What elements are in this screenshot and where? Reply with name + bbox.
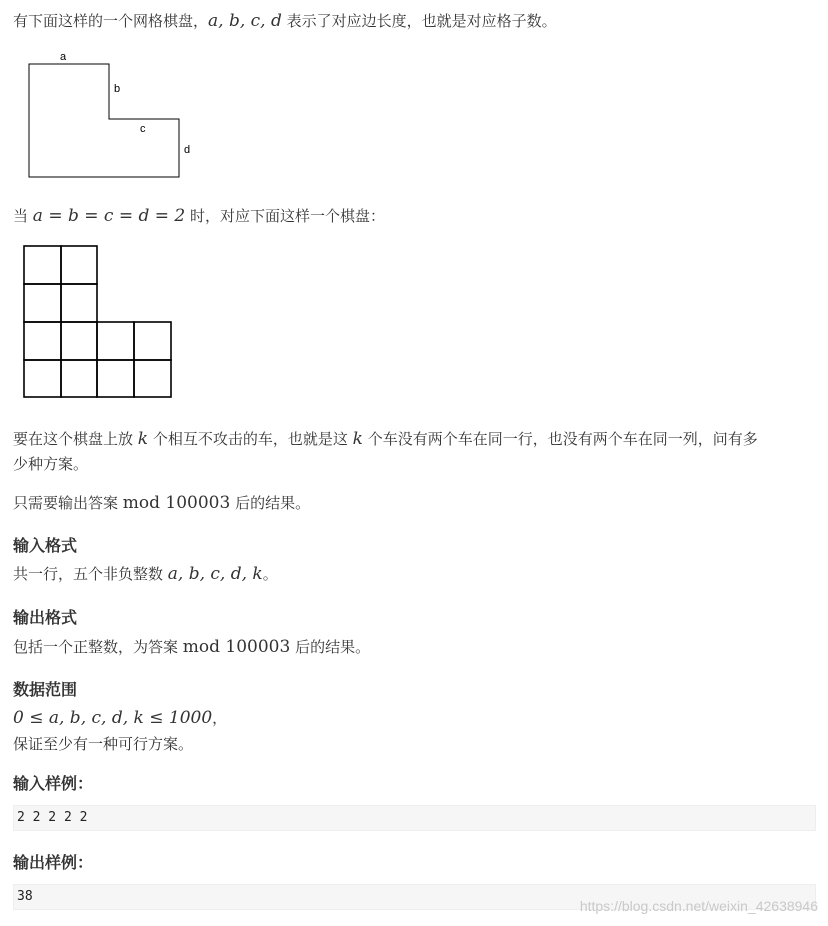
example-line	[13, 205, 385, 226]
output-note-mod: mod 100003	[122, 493, 231, 513]
data-range-formula-line	[13, 707, 227, 728]
output-note-prefix: 只需要输出答案	[13, 494, 123, 512]
label-b: b	[114, 83, 121, 95]
grid-cell	[97, 360, 134, 397]
board-outline	[29, 64, 179, 177]
problem-k: k	[352, 429, 363, 449]
output-format-suffix: 后的结果。	[290, 638, 371, 656]
grid-cell	[24, 284, 61, 322]
grid-cell	[134, 360, 171, 397]
grid-board-figure	[0, 230, 200, 410]
output-note-suffix: 后的结果。	[230, 494, 311, 512]
problem-line-1	[13, 428, 758, 449]
grid-cell	[24, 360, 61, 397]
input-format-suffix: 。	[262, 565, 278, 583]
example-suffix: 时，对应下面这样一个棋盘：	[185, 207, 386, 225]
output-format-prefix: 包括一个正整数，为答案	[13, 638, 183, 656]
grid-cell	[61, 246, 97, 284]
label-a: a	[60, 51, 67, 63]
problem-line-2: 少种方案。	[13, 455, 89, 473]
example-equation: a = b = c = d = 2	[32, 206, 186, 226]
input-format-text	[13, 563, 278, 584]
grid-cell	[61, 284, 97, 322]
problem-text: 要在这个棋盘上放	[13, 430, 138, 448]
input-format-heading: 输入格式	[13, 536, 78, 555]
intro-text-after: 表示了对应边长度，也就是对应格子数。	[281, 12, 557, 30]
label-c: c	[140, 123, 146, 135]
data-range-guarantee: 保证至少有一种可行方案。	[13, 735, 194, 753]
problem-k: k	[137, 429, 149, 449]
input-format-prefix: 共一行，五个非负整数	[13, 565, 168, 583]
problem-text: 个相互不攻击的车，也就是这	[148, 430, 353, 448]
intro-vars: a, b, c, d	[208, 11, 282, 31]
data-range-formula: 0 ≤ a, b, c, d, k ≤ 1000	[13, 708, 213, 728]
example-prefix: 当	[13, 207, 33, 225]
board-outline-figure	[0, 0, 220, 190]
grid-cell	[97, 322, 134, 360]
grid-cell	[24, 322, 61, 360]
data-range-comma: ，	[212, 709, 228, 727]
output-note	[13, 492, 310, 513]
sample-input-code: 2 2 2 2 2	[13, 805, 816, 831]
watermark: https://blog.csdn.net/weixin_42638946	[579, 898, 818, 914]
sample-output-code: 38	[13, 884, 816, 910]
grid-cell	[24, 246, 61, 284]
sample-input-heading: 输入样例：	[13, 774, 94, 793]
problem-text: 个车没有两个车在同一行，也没有两个车在同一列，问有多	[362, 430, 758, 448]
label-d: d	[184, 144, 191, 156]
data-range-heading: 数据范围	[13, 680, 78, 699]
grid-cell	[134, 322, 171, 360]
grid-cell	[61, 360, 97, 397]
sample-output-heading: 输出样例：	[13, 853, 94, 872]
grid-cell	[61, 322, 97, 360]
intro-text: 有下面这样的一个网格棋盘，	[13, 12, 209, 30]
output-format-text	[13, 636, 370, 657]
output-format-heading: 输出格式	[13, 608, 78, 627]
input-format-vars: a, b, c, d, k	[167, 564, 263, 584]
output-format-mod: mod 100003	[182, 637, 291, 657]
